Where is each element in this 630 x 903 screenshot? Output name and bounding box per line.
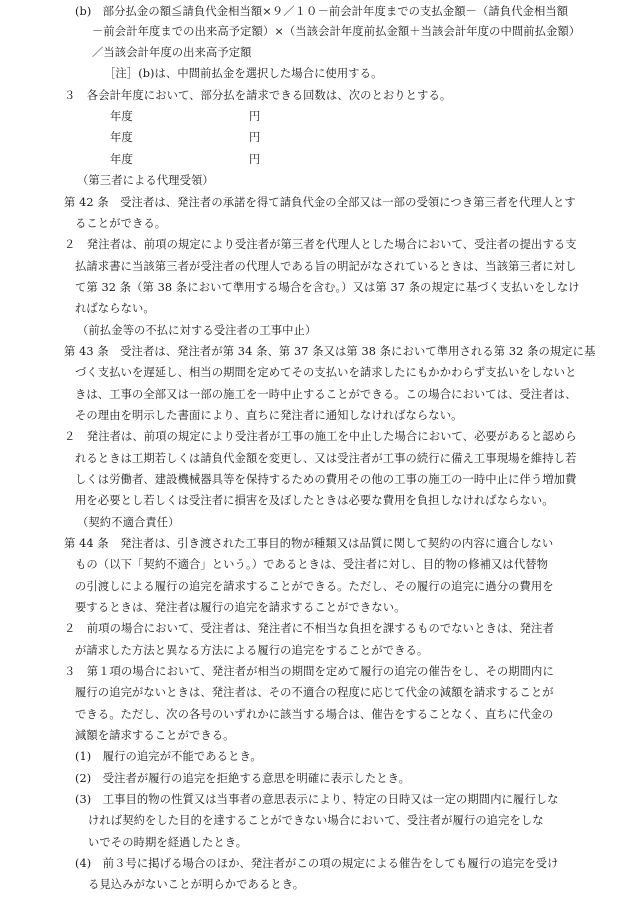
article-43-line-4: その理由を明示した書面により、直ちに発注者に通知しなければならない。 — [75, 409, 463, 422]
yen-label-2: 円 — [249, 131, 261, 144]
heading-article-42: （第三者による代理受領） — [77, 174, 214, 187]
item-3-line-3: いでその時期を経過したとき。 — [88, 836, 248, 849]
article-44-para-3-line-2: 履行の追完がないときは、発注者は、その不適合の程度に応じて代金の減額を請求することが — [75, 686, 554, 699]
heading-article-43: （前払金等の不払に対する受注者の工事中止） — [77, 324, 317, 337]
article-44-line-1: 第 44 条 発注者は、引き渡された工事目的物が種類又は品質に関して契約の内容に適合しない — [64, 537, 554, 550]
item-1-line: (1) 履行の追完が不能であるとき。 — [75, 750, 262, 763]
article-43-line-1: 第 43 条 受注者は、発注者が第 34 条、第 37 条又は第 38 条において準用される第 32 条の規定に基 — [64, 345, 596, 358]
clause-b-line-1: (b) 部分払金の額≦請負代金相当額×９／１０－前会計年度までの支払金額－（請負代金相当額 — [75, 5, 569, 18]
section-3-line: ３ 各会計年度において、部分払を請求できる回数は、次のとおりとする。 — [64, 89, 452, 102]
article-43-line-3: きは、工事の全部又は一部の施工を一時中止することができる。この場合においては、受注者は、 — [75, 388, 577, 401]
article-42-line-2: ることができる。 — [75, 217, 167, 230]
article-43-para-2-line-2: れるときは工期若しくは請負代金額を変更し、又は受注者が工事の続行に備え工事現場を維持し若 — [75, 452, 577, 465]
fiscal-year-label-3: 年度 — [110, 153, 133, 166]
article-42-para-2-line-3: て第 32 条（第 38 条において準用する場合を含む。）又は第 37 条の規定に基づく支払いをしなけ — [75, 281, 580, 294]
article-42-line-1: 第 42 条 受注者は、発注者の承諾を得て請負代金の全部又は一部の受領につき第三者を代理人とす — [64, 196, 576, 209]
article-43-line-2: づく支払いを遅延し、相当の期間を定めてその支払いを請求したにもかかわらず支払いをしないと — [75, 366, 577, 379]
item-4-line-2: る見込みがないことが明らかであるとき。 — [88, 878, 305, 891]
heading-article-44: （契約不適合責任） — [77, 516, 180, 529]
article-44-para-2-line-1: ２ 前項の場合において、受注者は、発注者に不相当な負担を課するものでないときは、発注者 — [64, 622, 554, 635]
article-43-para-2-line-4: 用を必要とし若しくは受注者に損害を及ぼしたときは必要な費用を負担しなければならない。 — [75, 494, 554, 507]
item-3-line-2: ければ契約をした目的を達することができない場合において、受注者が履行の追完をしな — [88, 814, 544, 827]
article-42-para-2-line-2: 払請求書に当該第三者が受注者の代理人である旨の明記がなされているときは、当該第三者に対し — [75, 260, 577, 273]
yen-label-1: 円 — [249, 110, 261, 123]
article-44-para-3-line-1: ３ 第１項の場合において、発注者が相当の期間を定めて履行の追完の催告をし、その期間内に — [64, 665, 554, 678]
article-44-line-2: もの（以下「契約不適合」という。）であるときは、受注者に対し、目的物の修補又は代替物 — [75, 558, 549, 571]
yen-label-3: 円 — [249, 153, 261, 166]
clause-b-line-2: －前会計年度までの出来高予定額）×（当該会計年度前払金額＋当該会計年度の中間前払金額） — [92, 25, 581, 38]
item-3-line-1: (3) 工事目的物の性質又は当事者の意思表示により、特定の日時又は一定の期間内に履行しな — [75, 793, 559, 806]
article-43-para-2-line-3: しくは労働者、建設機械器具等を保持するための費用その他の工事の施工の一時中止に伴う増加費 — [75, 473, 577, 486]
article-44-line-3: の引渡しによる履行の追完を請求することができる。ただし、その履行の追完に過分の費用を — [75, 580, 554, 593]
article-42-para-2-line-1: ２ 発注者は、前項の規定により受注者が第三者を代理人とした場合において、受注者の提出する支 — [64, 238, 577, 251]
item-2-line: (2) 受注者が履行の追完を拒絶する意思を明確に表示したとき。 — [75, 772, 410, 785]
article-44-para-2-line-2: が請求した方法と異なる方法による履行の追完をすることができる。 — [75, 644, 429, 657]
article-44-para-3-line-4: 減額を請求することができる。 — [75, 729, 235, 742]
article-43-para-2-line-1: ２ 発注者は、前項の規定により受注者が工事の施工を中止した場合において、必要があると認めら — [64, 430, 577, 443]
fiscal-year-label-1: 年度 — [110, 110, 133, 123]
item-4-line-1: (4) 前３号に掲げる場合のほか、発注者がこの項の規定による催告をしても履行の追完を受け — [75, 857, 559, 870]
clause-b-line-3: ／当該会計年度の出来高予定額 — [92, 46, 252, 59]
article-44-line-4: 要するときは、発注者は履行の追完を請求することができない。 — [75, 601, 406, 614]
fiscal-year-label-2: 年度 — [110, 131, 133, 144]
article-42-para-2-line-4: ればならない。 — [75, 302, 155, 315]
article-44-para-3-line-3: できる。ただし、次の各号のいずれかに該当する場合は、催告をすることなく、直ちに代金の — [75, 708, 554, 721]
note-line: ［注］(b)は、中間前払金を選択した場合に使用する。 — [104, 67, 383, 80]
